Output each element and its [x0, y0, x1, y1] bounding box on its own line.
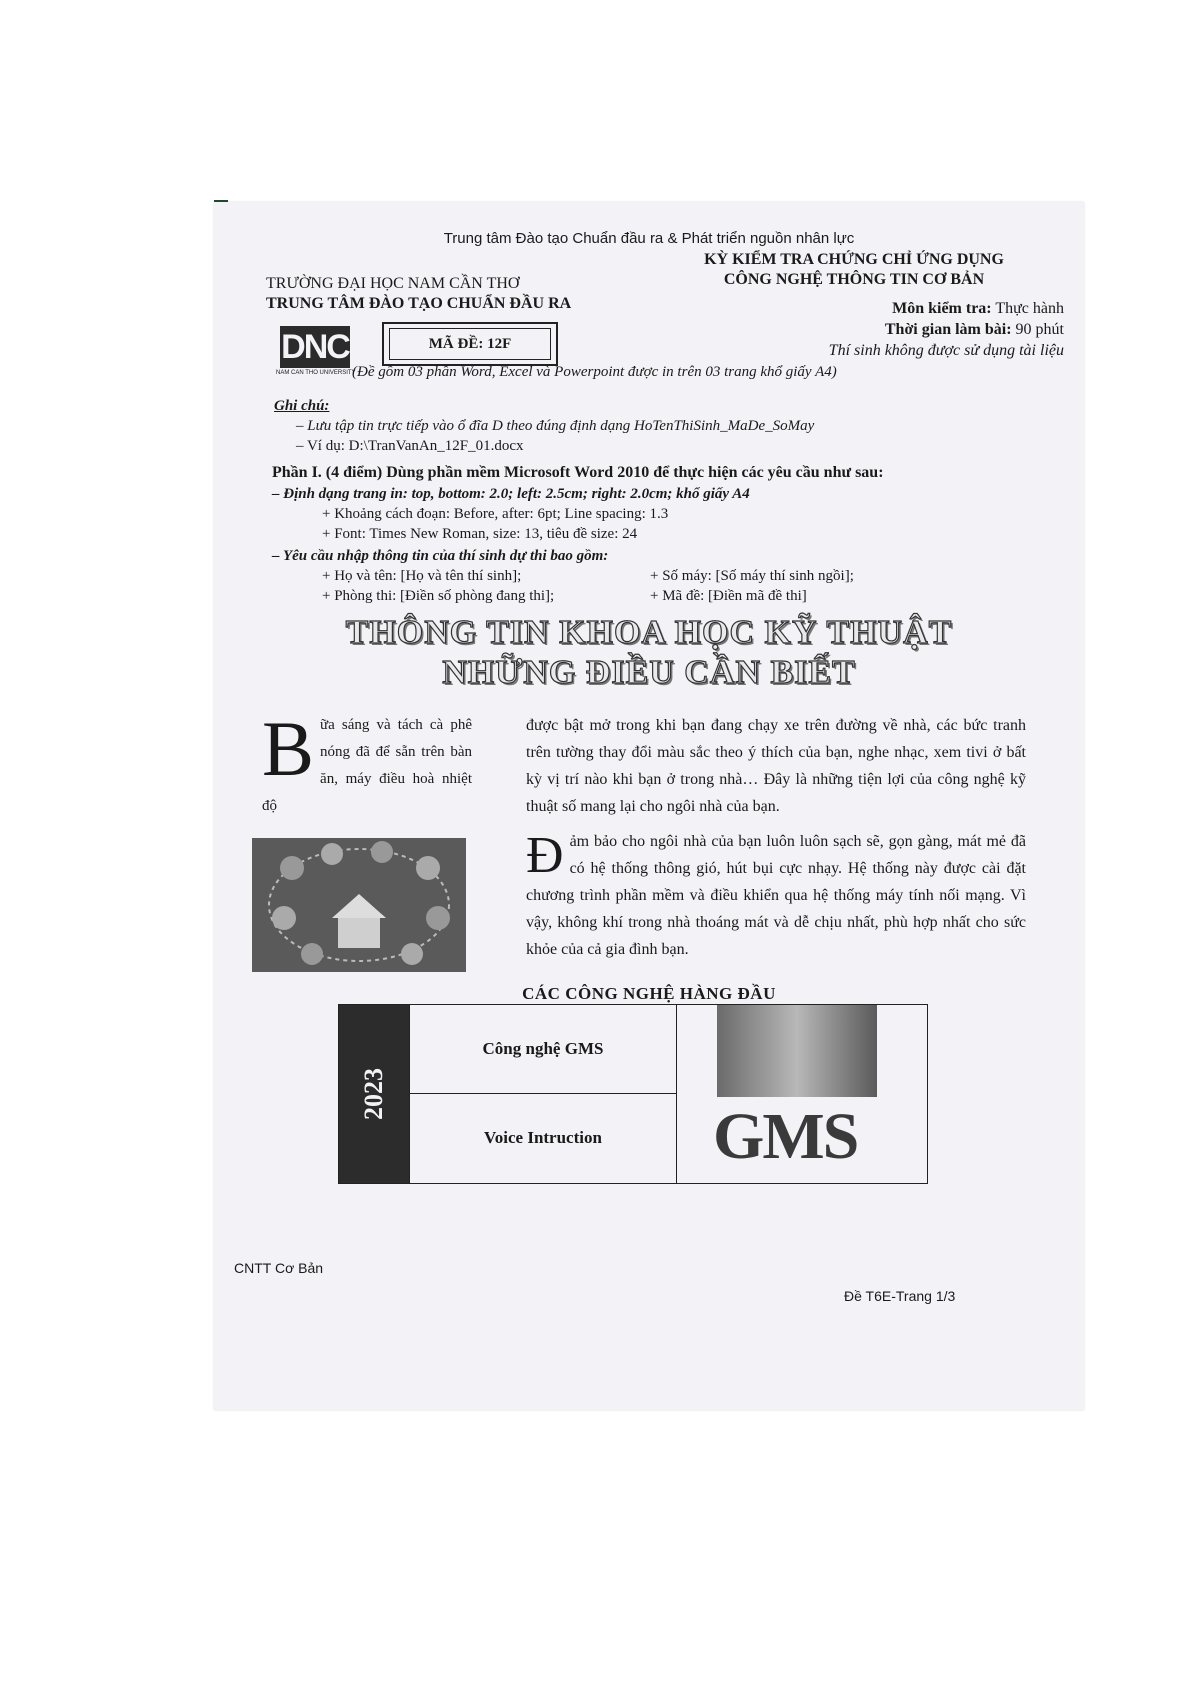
field-name: + Họ và tên: [Họ và tên thí sinh]; — [322, 568, 522, 584]
school-line1: TRƯỜNG ĐẠI HỌC NAM CẦN THƠ — [266, 275, 520, 292]
notes-line1: – Lưu tập tin trực tiếp vào ổ đĩa D theo đúng định dạng HoTenThiSinh_MaDe_SoMay — [296, 418, 815, 434]
table-title: CÁC CÔNG NGHỆ HÀNG ĐẦU — [522, 984, 776, 1003]
article-title-line2: NHỮNG ĐIỀU CẦN BIẾT — [442, 654, 856, 691]
article-para1-left — [262, 705, 472, 820]
article-title-line1: THÔNG TIN KHOA HỌC KỸ THUẬT — [345, 614, 953, 651]
footer-left: CNTT Cơ Bản — [234, 1260, 324, 1276]
exam-meta — [684, 298, 1064, 361]
subject-line: Môn kiểm tra: Thực hành — [892, 300, 1064, 317]
article-para1-right — [526, 712, 1026, 963]
article-para2 — [526, 828, 1026, 963]
tech-list — [409, 1005, 677, 1183]
exam-code: MÃ ĐỀ: 12F — [389, 328, 551, 360]
gms-logo-text: GMS — [713, 1100, 858, 1173]
exam-line2: CÔNG NGHỆ THÔNG TIN CƠ BẢN — [723, 271, 985, 288]
smart-home-illustration — [252, 838, 466, 972]
para1-left-text: ữa sáng và tách cà phê nóng đã để sẵn trên bàn ăn, máy điều hoà nhiệt độ — [262, 717, 472, 814]
gms-image — [677, 1005, 927, 1183]
year-cell: 2023 — [339, 1005, 409, 1183]
exam-line1: KỲ KIỂM TRA CHỨNG CHỈ ỨNG DỤNG — [704, 251, 1004, 268]
part1-info-req: – Yêu cầu nhập thông tin của thí sinh dự thi bao gồm: — [272, 548, 609, 564]
exam-page — [214, 202, 1084, 1410]
field-room: + Phòng thi: [Điền số phòng đang thi]; — [322, 588, 555, 604]
time-line: Thời gian làm bài: 90 phút — [884, 321, 1064, 338]
school-line2: TRUNG TÂM ĐÀO TẠO CHUẨN ĐẦU RA — [266, 295, 572, 312]
part1-heading: Phần I. (4 điểm) Dùng phần mềm Microsoft Word 2010 để thực hiện các yêu cầu như sau: — [272, 464, 884, 481]
notes-line2: – Ví dụ: D:\TranVanAn_12F_01.docx — [296, 438, 524, 454]
para2-text: ảm bảo cho ngôi nhà của bạn luôn luôn sạch sẽ, gọn gàng, mát mẻ đã có hệ thống thông gió, hút bụi cực nhạy. Hệ thống này được cài đặt chương trình phần mềm và điều khiển qua hệ thống máy tính nối mạng. Vì vậy, không khí trong nhà thoáng mát và dễ chịu nhất, phù hợp nhất cho sức khỏe của cả gia đình bạn. — [526, 833, 1026, 958]
part1-spacing: + Khoảng cách đoạn: Before, after: 6pt; Line spacing: 1.3 — [322, 506, 669, 522]
part1-format: – Định dạng trang in: top, bottom: 2.0; left: 2.5cm; right: 2.0cm; khổ giấy A4 — [272, 486, 750, 502]
center-header: Trung tâm Đào tạo Chuẩn đầu ra & Phát triển nguồn nhân lực — [443, 230, 855, 247]
table-row: Công nghệ GMS — [410, 1005, 676, 1094]
smart-home-image — [252, 838, 466, 972]
building-graphic — [717, 1005, 877, 1097]
exam-code-box — [382, 322, 558, 366]
field-code: + Mã đề: [Điền mã đề thi] — [650, 588, 807, 604]
table-row: Voice Intruction — [484, 1128, 602, 1147]
tech-table — [338, 1004, 928, 1184]
dropcap-d: Đ — [526, 827, 564, 884]
logo-subtitle: NAM CAN THO UNIVERSITY — [276, 370, 356, 376]
field-machine: + Số máy: [Số máy thí sinh ngồi]; — [650, 568, 854, 584]
school-name — [266, 274, 596, 314]
footer-right: Đề T6E-Trang 1/3 — [844, 1288, 956, 1304]
part1-font: + Font: Times New Roman, size: 13, tiêu đề size: 24 — [322, 526, 638, 542]
no-docs-line: Thí sinh không được sử dụng tài liệu — [828, 342, 1064, 359]
university-logo: DNC — [280, 326, 350, 368]
dropcap-b: B — [262, 705, 315, 792]
exam-title — [644, 250, 1064, 290]
notes-label: Ghi chú: — [274, 398, 330, 414]
exam-note: (Đề gồm 03 phần Word, Excel và Powerpoint được in trên 03 trang khổ giấy A4) — [352, 364, 837, 380]
para1-right-text: được bật mở trong khi bạn đang chạy xe trên đường về nhà, các bức tranh trên tường thay đổi màu sắc theo ý thích của bạn, nghe nhạc, xem tivi ở bất kỳ vị trí nào khi bạn ở trong nhà… Đây là những tiện lợi của công nghệ kỹ thuật số mang lại cho ngôi nhà của bạn. — [526, 717, 1026, 815]
